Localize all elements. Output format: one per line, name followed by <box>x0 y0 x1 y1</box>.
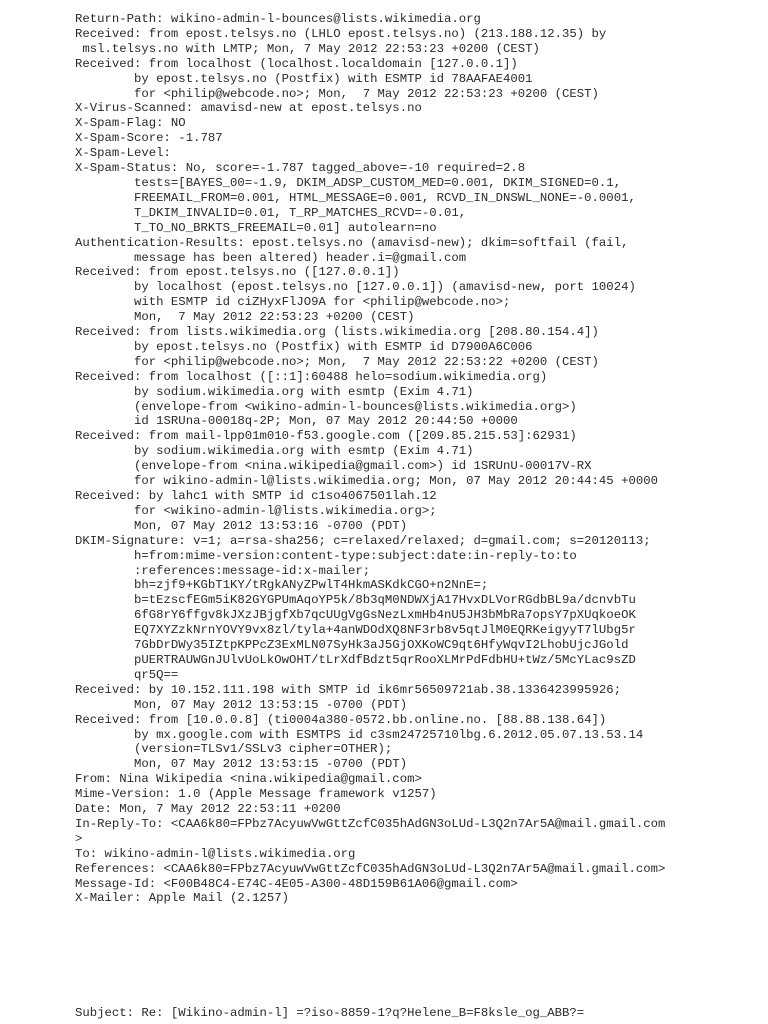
header-line: by mx.google.com with ESMTPS id c3sm24725710lbg.6.2012.05.07.13.53.14 <box>75 727 644 742</box>
header-line: msl.telsys.no with LMTP; Mon, 7 May 2012 22:53:23 +0200 (CEST) <box>75 41 540 56</box>
header-line: To: wikino-admin-l@lists.wikimedia.org <box>75 846 356 861</box>
header-line: for <philip@webcode.no>; Mon, 7 May 2012 22:53:23 +0200 (CEST) <box>75 86 599 101</box>
header-line: From: Nina Wikipedia <nina.wikipedia@gmail.com> <box>75 772 422 787</box>
header-line: > <box>75 831 83 846</box>
header-line: Received: from epost.telsys.no ([127.0.0.1]) <box>75 265 400 280</box>
header-line: Received: from [10.0.0.8] (ti0004a380-0572.bb.online.no. [88.88.138.64]) <box>75 712 607 727</box>
header-line: FREEMAIL_FROM=0.001, HTML_MESSAGE=0.001, RCVD_IN_DNSWL_NONE=-0.0001, <box>75 190 636 205</box>
header-line: References: <CAA6k80=FPbz7AcyuwVwGttZcfC035hAdGN3oLUd-L3Q2n7Ar5A@mail.gmail.com> <box>75 861 666 876</box>
header-line: tests=[BAYES_00=-1.9, DKIM_ADSP_CUSTOM_MED=0.001, DKIM_SIGNED=0.1, <box>75 175 622 190</box>
header-line: by epost.telsys.no (Postfix) with ESMTP id D7900A6C006 <box>75 339 533 354</box>
header-line: for <wikino-admin-l@lists.wikimedia.org>; <box>75 503 437 518</box>
header-line: Received: from lists.wikimedia.org (lists.wikimedia.org [208.80.154.4]) <box>75 325 599 340</box>
header-line: In-Reply-To: <CAA6k80=FPbz7AcyuwVwGttZcfC035hAdGN3oLUd-L3Q2n7Ar5A@mail.gmail.com <box>75 816 666 831</box>
header-line: X-Spam-Level: <box>75 146 171 161</box>
header-line: X-Virus-Scanned: amavisd-new at epost.telsys.no <box>75 101 422 116</box>
header-line: by sodium.wikimedia.org with esmtp (Exim 4.71) <box>75 384 474 399</box>
header-line: T_TO_NO_BRKTS_FREEMAIL=0.01] autolearn=no <box>75 220 437 235</box>
header-line: bh=zjf9+KGbT1KY/tRgkANyZPwlT4HkmASKdkCGO+n2NnE=; <box>75 578 489 593</box>
subject-header-line: Subject: Re: [Wikino-admin-l] =?iso-8859-1?q?Helene_B=F8ksle_og_ABB?= <box>75 1006 585 1020</box>
header-line: Received: from localhost ([::1]:60488 helo=sodium.wikimedia.org) <box>75 369 548 384</box>
header-line: by epost.telsys.no (Postfix) with ESMTP id 78AAFAE4001 <box>75 71 533 86</box>
header-line: Message-Id: <F00B48C4-E74C-4E05-A300-48D159B61A06@gmail.com> <box>75 876 518 891</box>
header-line: X-Mailer: Apple Mail (2.1257) <box>75 891 290 906</box>
header-line: Mime-Version: 1.0 (Apple Message framework v1257) <box>75 787 437 802</box>
header-line: Mon, 07 May 2012 13:53:15 -0700 (PDT) <box>75 697 408 712</box>
header-line: X-Spam-Status: No, score=-1.787 tagged_above=-10 required=2.8 <box>75 161 526 176</box>
header-line: by localhost (epost.telsys.no [127.0.0.1]) (amavisd-new, port 10024) <box>75 280 636 295</box>
header-line: X-Spam-Flag: NO <box>75 116 186 131</box>
header-line: Received: from mail-lpp01m010-f53.google.com ([209.85.215.53]:62931) <box>75 429 577 444</box>
header-line: Received: from epost.telsys.no (LHLO epost.telsys.no) (213.188.12.35) by <box>75 26 607 41</box>
header-line: message has been altered) header.i=@gmail.com <box>75 250 467 265</box>
header-line: for wikino-admin-l@lists.wikimedia.org; Mon, 07 May 2012 20:44:45 +0000 <box>75 474 658 489</box>
header-line: DKIM-Signature: v=1; a=rsa-sha256; c=relaxed/relaxed; d=gmail.com; s=20120113; <box>75 533 651 548</box>
header-line: with ESMTP id ciZHyxFlJO9A for <philip@webcode.no>; <box>75 295 511 310</box>
header-line: X-Spam-Score: -1.787 <box>75 131 223 146</box>
header-line: Received: from localhost (localhost.localdomain [127.0.0.1]) <box>75 56 518 71</box>
header-line: h=from:mime-version:content-type:subject:date:in-reply-to:to <box>75 548 577 563</box>
header-line: b=tEzscfEGm5iK82GYGPUmAqoYP5k/8b3qM0NDWXjA17HvxDLVorRGdbBL9a/dcnvbTu <box>75 593 636 608</box>
header-line: Received: by 10.152.111.198 with SMTP id ik6mr56509721ab.38.1336423995926; <box>75 682 622 697</box>
header-line: Return-Path: wikino-admin-l-bounces@lists.wikimedia.org <box>75 12 481 26</box>
header-line: id 1SRUna-00018q-2P; Mon, 07 May 2012 20:44:50 +0000 <box>75 414 518 429</box>
header-line: 6fG8rY6ffgv8kJXzJBjgfXb7qcUUgVgGsNezLxmHb4nU5JH3bMbRa7opsY7pXUqkoeOK <box>75 608 636 623</box>
header-line: (envelope-from <wikino-admin-l-bounces@lists.wikimedia.org>) <box>75 399 577 414</box>
header-line: by sodium.wikimedia.org with esmtp (Exim 4.71) <box>75 444 474 459</box>
header-line: Received: by lahc1 with SMTP id c1so4067501lah.12 <box>75 489 437 503</box>
header-line: Mon, 07 May 2012 13:53:15 -0700 (PDT) <box>75 757 408 772</box>
header-line: Mon, 7 May 2012 22:53:23 +0200 (CEST) <box>75 310 415 325</box>
header-line: for <philip@webcode.no>; Mon, 7 May 2012 22:53:22 +0200 (CEST) <box>75 354 599 369</box>
header-line: (envelope-from <nina.wikipedia@gmail.com>) id 1SRUnU-00017V-RX <box>75 459 592 474</box>
header-line: Date: Mon, 7 May 2012 22:53:11 +0200 <box>75 802 341 817</box>
header-line: qr5Q== <box>75 667 179 682</box>
header-line: (version=TLSv1/SSLv3 cipher=OTHER); <box>75 742 393 757</box>
header-line: :references:message-id:x-mailer; <box>75 563 371 578</box>
header-line: 7GbDrDWy35IZtpKPPcZ3ExMLN07SyHk3aJ5GjOXKoWC9qt6HfyWqvI2LhobUjcJGold <box>75 638 629 653</box>
header-line: Authentication-Results: epost.telsys.no (amavisd-new); dkim=softfail (fail, <box>75 235 629 250</box>
header-line: Mon, 07 May 2012 13:53:16 -0700 (PDT) <box>75 518 408 533</box>
header-line: pUERTRAUWGnJUlvUoLkOwOHT/tLrXdfBdzt5qrRooXLMrPdFdbHU+tWz/5McYLac9sZD <box>75 652 636 667</box>
header-line: T_DKIM_INVALID=0.01, T_RP_MATCHES_RCVD=-0.01, <box>75 205 467 220</box>
header-line: EQ7XYZzkNrnYOVY9vx8zl/tyla+4anWDOdXQ8NF3rb8v5qtJlM0EQRKeigyyT7lUbg5r <box>75 623 636 638</box>
email-header-block <box>75 12 765 906</box>
